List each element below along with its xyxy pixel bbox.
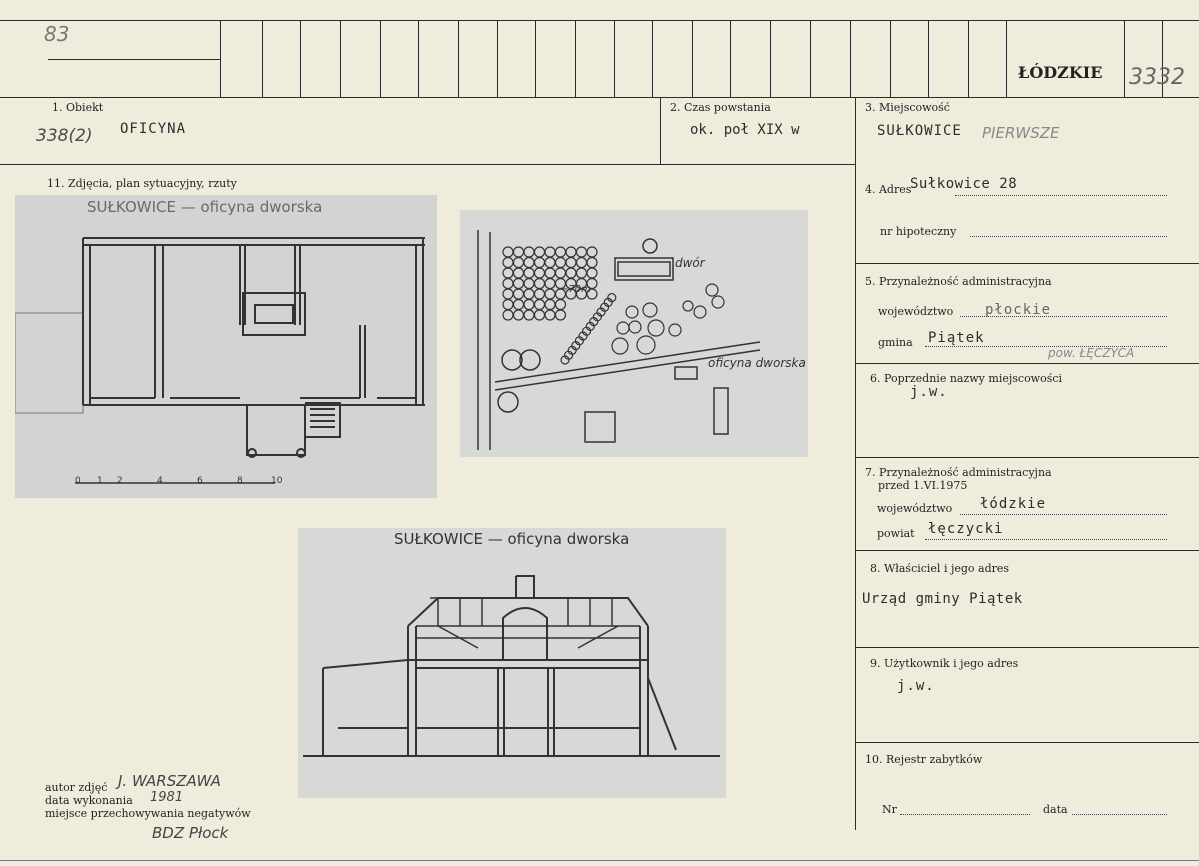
floor-plan-caption: SUŁKOWICE — oficyna dworska	[87, 198, 323, 216]
tree-symbol	[535, 289, 545, 299]
field-2-value: ok. poł XIX w	[690, 122, 800, 138]
tree-symbol	[535, 268, 545, 278]
tree-symbol	[514, 300, 524, 310]
tree-symbol	[524, 258, 534, 268]
tree-symbol	[587, 247, 597, 257]
tree-symbol	[514, 289, 524, 299]
tree-symbol	[556, 258, 566, 268]
field-11-label: 11. Zdjęcia, plan sytuacyjny, rzuty	[47, 177, 237, 190]
footer-miejsce-value: BDZ Płock	[152, 824, 229, 842]
scale-label: 6	[197, 476, 203, 486]
field-1-label: 1. Obiekt	[52, 101, 104, 114]
tree-symbol	[556, 310, 566, 320]
row1-bottom-line	[0, 164, 855, 165]
footer-autor-label: autor zdjęć	[45, 781, 108, 794]
field-5-woj-value: płockie	[985, 302, 1052, 318]
tree-symbol	[545, 247, 555, 257]
header-column-divider	[535, 20, 536, 97]
tree-symbol	[503, 310, 513, 320]
field-8-value: Urząd gminy Piątek	[862, 591, 1023, 607]
scale-label: 10	[271, 476, 283, 486]
tree-symbol	[524, 268, 534, 278]
f5-bottom	[855, 363, 1199, 364]
field-5-label: 5. Przynależność administracyjna	[865, 275, 1052, 288]
scale-label: 4	[157, 476, 163, 486]
field-4-hipo-label: nr hipoteczny	[880, 225, 957, 238]
field-4-label: 4. Adres	[865, 183, 912, 196]
tree-symbol	[503, 258, 513, 268]
tree-symbol	[577, 258, 587, 268]
field-7-powiat-value: łęczycki	[928, 521, 1004, 537]
field-5-handwritten: pow. ŁĘCZYCA	[1048, 346, 1135, 360]
tree-symbol	[556, 300, 566, 310]
tree-symbol	[556, 268, 566, 278]
f4-bottom	[855, 263, 1199, 264]
tree-symbol	[566, 258, 576, 268]
roof-beam	[416, 626, 640, 648]
field-10-label: 10. Rejestr zabytków	[865, 753, 983, 766]
header-column-divider	[810, 20, 811, 97]
field-4-hipo-dotline	[970, 236, 1167, 237]
tree-symbol	[535, 279, 545, 289]
card-bottom-line	[0, 860, 1199, 861]
corner-number: 83	[44, 22, 70, 46]
tree-symbol	[566, 268, 576, 278]
header-column-divider	[730, 20, 731, 97]
field-3-value: SUŁKOWICE	[877, 123, 962, 139]
floor-plan-drawing	[15, 195, 437, 498]
roof-truss	[452, 598, 468, 626]
header-bottom-line	[0, 97, 1199, 98]
tree-symbol	[556, 247, 566, 257]
field-7-label2: przed 1.VI.1975	[878, 479, 968, 492]
scale-label: 8	[237, 476, 243, 486]
header-column-divider	[614, 20, 615, 97]
tree-symbol	[535, 247, 545, 257]
header-short-line	[48, 59, 220, 60]
header-column-divider	[220, 20, 221, 97]
header-column-divider	[692, 20, 693, 97]
header-column-divider	[262, 20, 263, 97]
tree-symbol	[503, 300, 513, 310]
tree-symbol	[514, 247, 524, 257]
header-column-divider	[770, 20, 771, 97]
field-5-gmina-label: gmina	[878, 336, 913, 349]
field-1-value: OFICYNA	[120, 121, 187, 137]
field-7-powiat-label: powiat	[877, 527, 915, 540]
footer-data-label: data wykonania	[45, 794, 133, 807]
footer-autor-value: J. WARSZAWA	[118, 772, 221, 790]
tree-symbol	[524, 300, 534, 310]
tree-symbol	[535, 310, 545, 320]
tree-symbol	[503, 268, 513, 278]
tree-symbol	[535, 300, 545, 310]
field-3-label: 3. Miejscowość	[865, 101, 950, 114]
tree-symbol	[514, 258, 524, 268]
tree-symbol	[514, 268, 524, 278]
section-caption: SUŁKOWICE — oficyna dworska	[394, 530, 630, 548]
header-column-divider	[928, 20, 929, 97]
tree-symbol	[587, 268, 597, 278]
field-1-handwritten: 338(2)	[36, 126, 93, 146]
tree-symbol	[545, 289, 555, 299]
tree-symbol	[545, 268, 555, 278]
roof-truss	[474, 598, 490, 626]
header-column-divider	[890, 20, 891, 97]
tree-symbol	[566, 247, 576, 257]
scale-label: 0	[75, 476, 81, 486]
tree-symbol	[514, 279, 524, 289]
footer-miejsce-label: miejsce przechowywania negatywów	[45, 807, 251, 820]
tree-symbol	[503, 289, 513, 299]
field-8-label: 8. Właściciel i jego adres	[870, 562, 1010, 575]
tree-symbol	[524, 310, 534, 320]
site-plan-label-distance: ~70m	[560, 284, 591, 295]
header-column-divider	[300, 20, 301, 97]
field-6-value: j.w.	[910, 384, 948, 400]
tree-symbol	[503, 279, 513, 289]
tree-symbol	[514, 310, 524, 320]
field-9-value: j.w.	[897, 678, 935, 694]
header-column-divider	[1124, 20, 1125, 97]
header-column-divider	[575, 20, 576, 97]
tree-symbol	[545, 258, 555, 268]
header-column-divider	[380, 20, 381, 97]
field-6-label: 6. Poprzednie nazwy miejscowości	[870, 372, 1063, 385]
section-drawing	[298, 528, 726, 798]
tree-symbol	[577, 247, 587, 257]
header-top-line	[0, 20, 1199, 21]
scale-label: 1	[97, 476, 103, 486]
field-5-woj-dotline	[960, 316, 1167, 317]
f7-bottom	[855, 550, 1199, 551]
section-photo	[298, 528, 726, 798]
header-column-divider	[340, 20, 341, 97]
scale-label: 2	[117, 476, 123, 486]
field-7-woj-label: województwo	[877, 502, 953, 515]
site-plan-drawing	[460, 210, 808, 457]
tree-symbol	[545, 279, 555, 289]
field-7-woj-dotline	[960, 514, 1167, 515]
region-name: ŁÓDZKIE	[1018, 63, 1103, 82]
roof-truss	[582, 598, 598, 626]
field-2-label: 2. Czas powstania	[670, 101, 771, 114]
site-plan-label-dwor: dwór	[675, 256, 705, 270]
site-plan-label-oficyna: oficyna dworska	[708, 356, 806, 370]
field-10-nr-dotline	[900, 814, 1030, 815]
field-4-value: Sułkowice 28	[910, 176, 1018, 192]
tree-symbol	[577, 268, 587, 278]
field-7-powiat-dotline	[925, 539, 1167, 540]
field-10-nr-label: Nr	[882, 803, 897, 816]
tree-symbol	[524, 279, 534, 289]
header-column-divider	[1006, 20, 1007, 97]
field-4-dotline	[955, 195, 1167, 196]
f6-bottom	[855, 457, 1199, 458]
roof-truss	[604, 598, 620, 626]
tree-symbol	[545, 300, 555, 310]
tree-symbol	[535, 258, 545, 268]
field-5-gmina-value: Piątek	[928, 330, 985, 346]
floor-plan-photo	[15, 195, 437, 498]
field-7-woj-value: łódzkie	[980, 496, 1047, 512]
site-plan-photo	[460, 210, 808, 457]
card-number: 3332	[1129, 65, 1185, 90]
tree-symbol	[524, 247, 534, 257]
roof-truss	[560, 598, 576, 626]
header-column-divider	[497, 20, 498, 97]
divider-f1-f2	[660, 97, 661, 165]
f9-bottom	[855, 742, 1199, 743]
header-column-divider	[418, 20, 419, 97]
header-column-divider	[652, 20, 653, 97]
tree-symbol	[545, 310, 555, 320]
field-10-data-label: data	[1043, 803, 1068, 816]
field-9-label: 9. Użytkownik i jego adres	[870, 657, 1019, 670]
tree-symbol	[503, 247, 513, 257]
field-10-data-dotline	[1072, 814, 1167, 815]
header-column-divider	[458, 20, 459, 97]
right-column-divider	[855, 97, 856, 830]
field-5-woj-label: województwo	[878, 305, 954, 318]
field-3-handwritten: PIERWSZE	[982, 124, 1060, 142]
f8-bottom	[855, 647, 1199, 648]
header-column-divider	[850, 20, 851, 97]
tree-symbol	[524, 289, 534, 299]
tree-symbol	[587, 258, 597, 268]
footer-data-value: 1981	[150, 790, 184, 805]
field-7-label: 7. Przynależność administracyjna	[865, 466, 1052, 479]
header-column-divider	[968, 20, 969, 97]
